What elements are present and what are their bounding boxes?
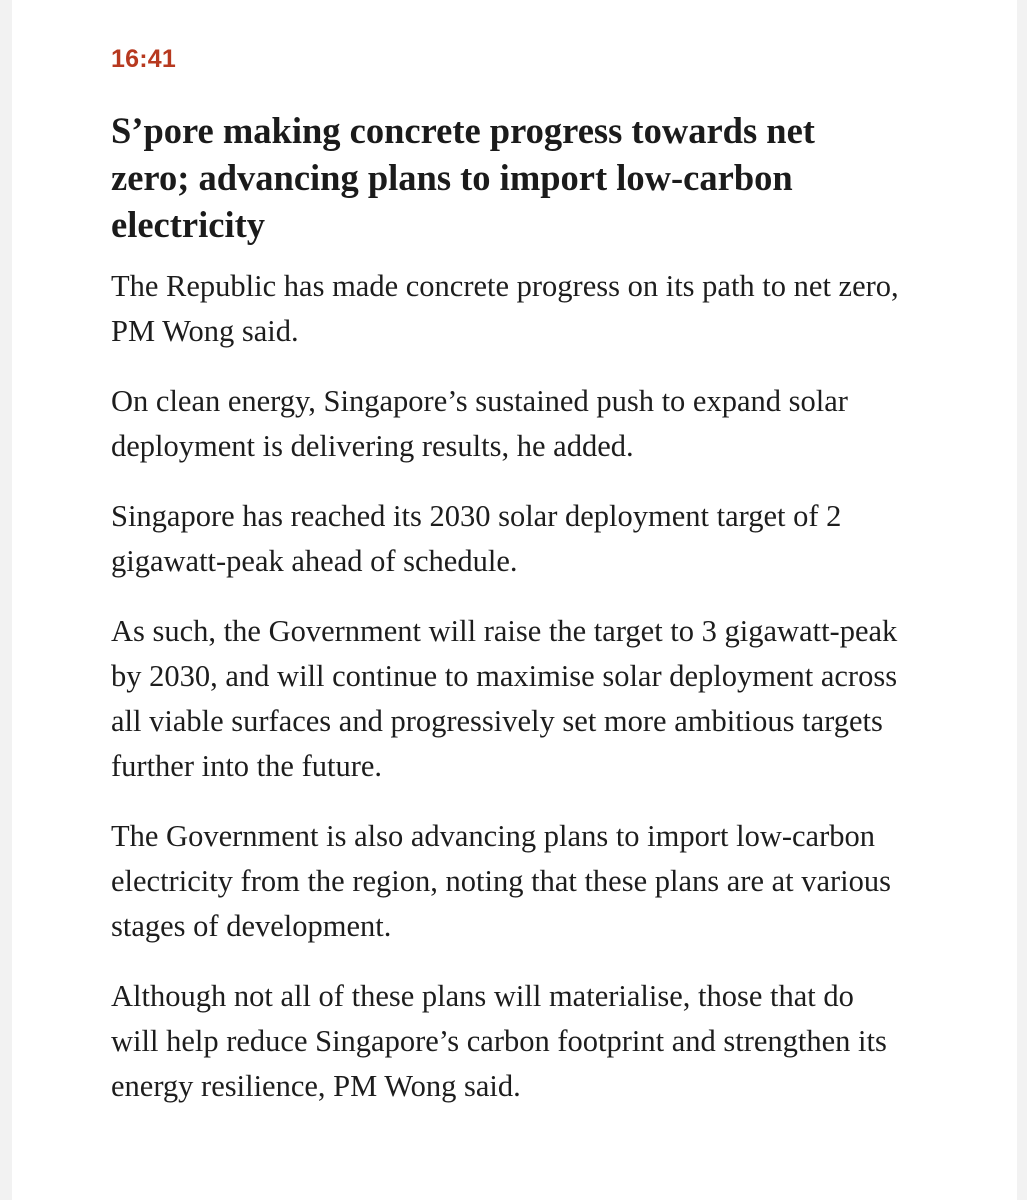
body-paragraph-2: On clean energy, Singapore’s sustained push to expand solar deployment is delivering results, he added.: [111, 384, 848, 463]
entry-headline: S’pore making concrete progress towards net zero; advancing plans to import low-carbon electricity: [111, 110, 815, 245]
body-paragraph-4: As such, the Government will raise the target to 3 gigawatt-peak by 2030, and will continue to maximise solar deployment across all viable surfaces and progressively set more ambitious targets further into the future.: [111, 614, 898, 783]
right-margin-rule: [1017, 0, 1027, 1200]
left-margin-rule: [0, 0, 12, 1200]
body-paragraph-5: The Government is also advancing plans to import low-carbon electricity from the region, noting that these plans are at various stages of development.: [111, 819, 892, 943]
entry-timestamp: 16:41: [111, 45, 176, 73]
body-paragraph-3: Singapore has reached its 2030 solar deployment target of 2 gigawatt-peak ahead of schedule.: [111, 499, 842, 578]
body-paragraph-6: Although not all of these plans will materialise, those that do will help reduce Singapore’s carbon footprint and strengthen its energy resilience, PM Wong said.: [111, 979, 887, 1103]
body-paragraph-1: The Republic has made concrete progress on its path to net zero, PM Wong said.: [111, 269, 899, 348]
live-update-entry: [111, 44, 911, 1134]
